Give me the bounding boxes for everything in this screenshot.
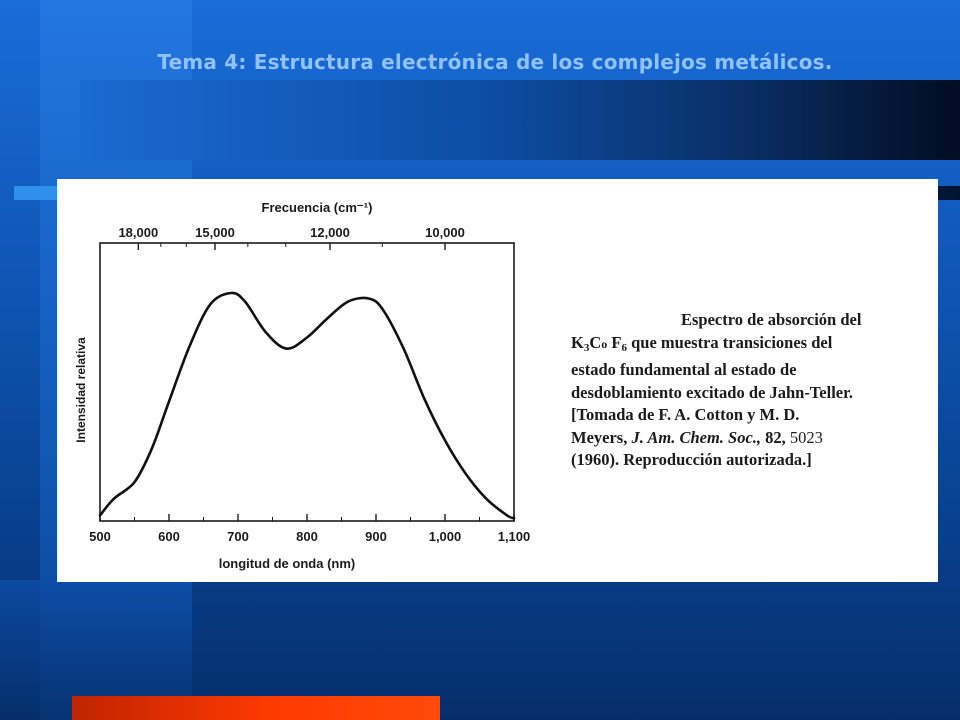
caption-volume: 82, xyxy=(761,427,786,447)
x-tick-label: 700 xyxy=(227,529,249,544)
x-tick-label: 600 xyxy=(158,529,180,544)
top-tick-label: 10,000 xyxy=(425,225,465,240)
x-axis-label: longitud de onda (nm) xyxy=(218,556,356,571)
caption-line-3: estado fundamental al estado de xyxy=(571,360,797,379)
background-accent-strip xyxy=(14,186,58,200)
caption-line-4: desdoblamiento excitado de Jahn-Teller. xyxy=(571,382,854,402)
x-tick-label: 900 xyxy=(365,529,387,544)
caption-line-1: Espectro de absorción del xyxy=(681,310,862,329)
caption-page: 5023 xyxy=(785,427,823,447)
spectrum-figure xyxy=(57,179,938,582)
top-tick-label: 12,000 xyxy=(310,225,350,240)
formula-k: K xyxy=(571,332,584,352)
slide-title: Tema 4: Estructura electrónica de los complejos metálicos. xyxy=(157,50,833,74)
formula-c: C xyxy=(589,332,602,352)
top-axis-label: Frecuencia (cm⁻¹) xyxy=(261,200,373,215)
x-tick-label: 500 xyxy=(89,529,111,544)
x-tick-label: 1,100 xyxy=(497,529,531,544)
background-top-band xyxy=(80,80,960,160)
y-axis-label: Intensidad relativa xyxy=(74,337,88,443)
caption-line-2-rest: que muestra transiciones del xyxy=(626,332,833,352)
background-red-bar xyxy=(72,696,440,720)
caption-journal: J. Am. Chem. Soc., xyxy=(631,427,762,447)
formula-k-subscript: 3 xyxy=(583,341,590,354)
top-tick-label: 15,000 xyxy=(195,225,235,240)
caption-line-5: [Tomada de F. A. Cotton y M. D. xyxy=(571,405,800,424)
x-tick-label: 1,000 xyxy=(428,529,462,544)
caption-line-2 xyxy=(571,332,935,360)
formula-f-subscript: 6 xyxy=(621,341,627,354)
plot-frame xyxy=(100,243,514,521)
formula-f: F xyxy=(607,332,622,352)
caption-line-7: (1960). Reproducción autorizada.] xyxy=(571,450,812,469)
formula-o: o xyxy=(601,336,608,351)
caption-line-6 xyxy=(571,427,935,450)
caption-authors: Meyers, xyxy=(571,427,632,447)
x-tick-label: 800 xyxy=(296,529,318,544)
top-tick-label: 18,000 xyxy=(118,225,159,240)
figure-caption xyxy=(571,309,935,472)
absorption-series-line xyxy=(100,293,514,518)
